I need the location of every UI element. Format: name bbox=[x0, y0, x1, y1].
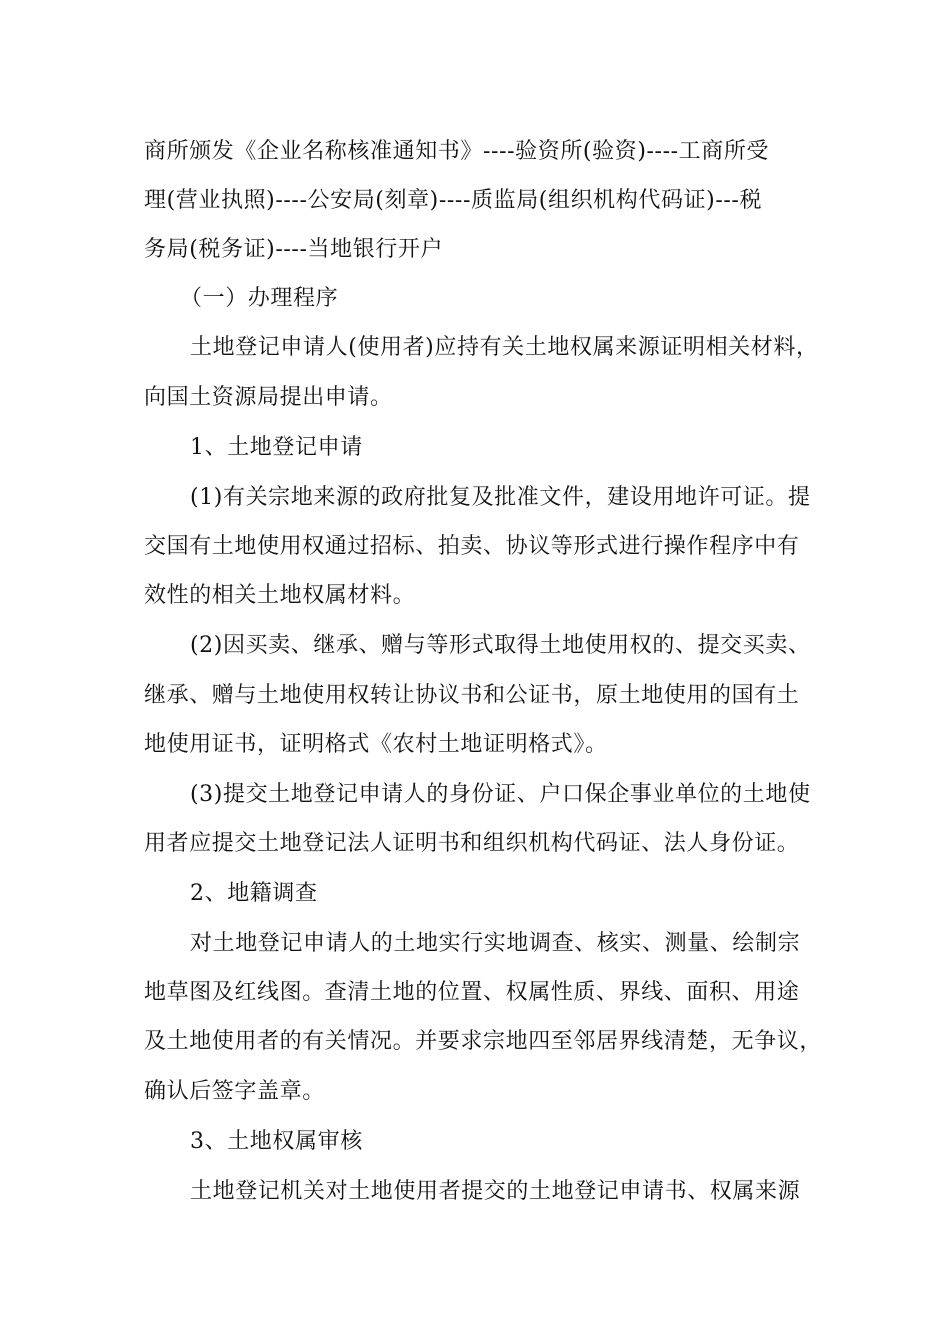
paragraph-line: 及土地使用者的有关情况。并要求宗地四至邻居界线清楚，无争议， bbox=[144, 1029, 823, 1054]
subsection-heading: 2、地籍调查 bbox=[190, 881, 318, 906]
paragraph-line: 务局(税务证)----当地银行开户 bbox=[144, 237, 444, 262]
paragraph-line: 用者应提交土地登记法人证明书和组织机构代码证、法人身份证。 bbox=[144, 831, 800, 856]
paragraph-line: (2)因买卖、继承、赠与等形式取得土地使用权的、提交买卖、 bbox=[190, 633, 811, 658]
paragraph-line: 地使用证书，证明格式《农村土地证明格式》。 bbox=[144, 732, 608, 757]
paragraph-line: 地草图及红线图。查清土地的位置、权属性质、界线、面积、用途 bbox=[144, 980, 800, 1005]
paragraph-line: 交国有土地使用权通过招标、拍卖、协议等形式进行操作程序中有 bbox=[144, 534, 800, 559]
paragraph-line: (1)有关宗地来源的政府批复及批准文件，建设用地许可证。提 bbox=[190, 485, 811, 510]
paragraph-line: 对土地登记申请人的土地实行实地调查、核实、测量、绘制宗 bbox=[190, 931, 801, 956]
paragraph-line: (3)提交土地登记申请人的身份证、户口保企事业单位的土地使 bbox=[190, 782, 811, 807]
section-heading: （一）办理程序 bbox=[180, 286, 339, 311]
paragraph-line: 继承、赠与土地使用权转让协议书和公证书，原土地使用的国有土 bbox=[144, 683, 800, 708]
paragraph-line: 效性的相关土地权属材料。 bbox=[144, 583, 416, 608]
subsection-heading: 3、土地权属审核 bbox=[190, 1129, 363, 1154]
paragraph-line: 理(营业执照)----公安局(刻章)----质监局(组织机构代码证)---税 bbox=[144, 188, 763, 213]
subsection-heading: 1、土地登记申请 bbox=[190, 435, 363, 460]
paragraph-line: 商所颁发《企业名称核准通知书》----验资所(验资)----工商所受 bbox=[144, 139, 770, 164]
paragraph-line: 土地登记申请人(使用者)应持有关土地权属来源证明相关材料， bbox=[190, 335, 819, 360]
paragraph-line: 向国土资源局提出申请。 bbox=[144, 385, 393, 410]
paragraph-line: 土地登记机关对土地使用者提交的土地登记申请书、权属来源 bbox=[190, 1179, 801, 1204]
paragraph-line: 确认后签字盖章。 bbox=[144, 1079, 325, 1104]
